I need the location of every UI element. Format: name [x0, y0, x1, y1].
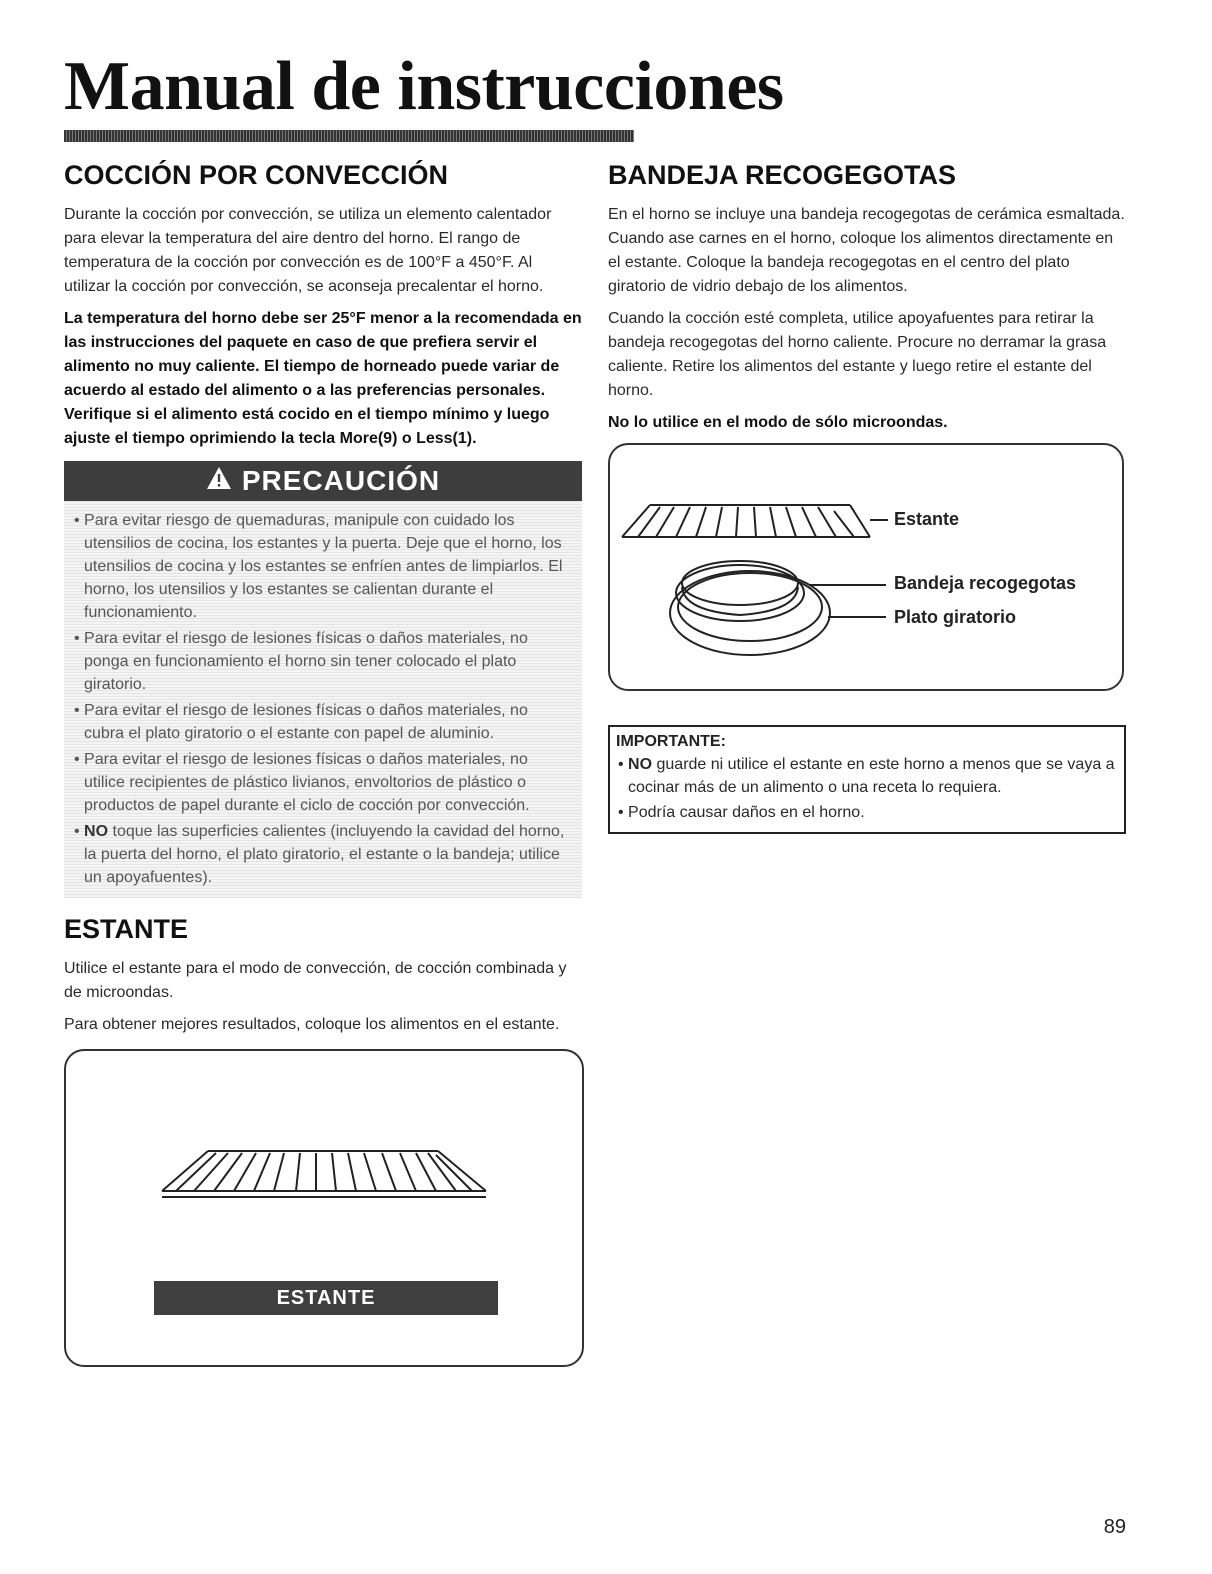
caution-body	[64, 501, 582, 898]
drip-tray-figure	[608, 443, 1124, 691]
drip-tray-paragraph-1: En el horno se incluye una bandeja recogegotas de cerámica esmaltada. Cuando ase carnes en el horno, coloque los alimentos directamente en el estante. Coloque la bandeja recogegotas en el centro del plato giratorio de vidrio debajo de los alimentos.	[608, 206, 1125, 295]
drip-tray-heading: BANDEJA RECOGEGOTAS	[608, 160, 957, 190]
caution-item: • Para evitar el riesgo de lesiones físicas o daños materiales, no ponga en funcionamiento el horno sin tener colocado el plato giratorio.	[74, 630, 528, 693]
title-underline	[64, 130, 634, 142]
caution-item: • Para evitar riesgo de quemaduras, manipule con cuidado los utensilios de cocina, los estantes y la puerta. Deje que el horno, los utensilios de cocina y los estantes se enfríen antes de limpiarlos. El horno, los utensilios y los estantes se calientan durante el funcionamiento.	[74, 512, 563, 621]
right-column	[608, 160, 1128, 834]
rack-paragraph-2: Para obtener mejores resultados, coloque los alimentos en el estante.	[64, 1016, 560, 1033]
caution-item: • Para evitar el riesgo de lesiones físicas o daños materiales, no utilice recipientes de plástico livianos, envoltorios de plástico o productos de papel durante el ciclo de cocción por convección.	[74, 751, 530, 814]
important-item: • Podría causar daños en el horno.	[618, 804, 865, 821]
rack-illustration	[66, 1051, 582, 1271]
caution-item: • NO toque las superficies calientes (incluyendo la cavidad del horno, la puerta del horno, el plato giratorio, el estante o la bandeja; utilice un apoyafuentes).	[74, 823, 565, 886]
warning-icon	[206, 466, 232, 497]
convection-heading: COCCIÓN POR CONVECCIÓN	[64, 160, 449, 190]
convection-bold-paragraph: La temperatura del horno debe ser 25°F menor a la recomendada en las instrucciones del paquete en caso de que prefiera servir el alimento no muy caliente. El tiempo de horneado puede variar de acuerdo al estado del alimento o a las preferencias personales. Verifique si el alimento está cocido en el tiempo mínimo y luego ajuste el tiempo oprimiendo la tecla More(9) o Less(1).	[64, 310, 582, 447]
caution-box	[64, 461, 582, 898]
important-item: • NO guarde ni utilice el estante en este horno a menos que se vaya a cocinar más de un alimento o una receta lo requiera.	[618, 756, 1115, 796]
drip-tray-paragraph-2: Cuando la cocción esté completa, utilice apoyafuentes para retirar la bandeja recogegotas del horno caliente. Procure no derramar la grasa caliente. Retire los alimentos del estante y luego retire el estante del horno.	[608, 310, 1107, 399]
rack-figure-label: ESTANTE	[154, 1281, 498, 1315]
caution-item: • Para evitar el riesgo de lesiones físicas o daños materiales, no cubra el plato giratorio o el estante con papel de aluminio.	[74, 702, 528, 742]
caution-header	[64, 461, 582, 501]
drip-tray-note: No lo utilice en el modo de sólo microondas.	[608, 414, 948, 431]
important-heading: IMPORTANTE:	[616, 733, 726, 750]
page-number: 89	[1103, 1516, 1126, 1538]
callout-turntable: Plato giratorio	[894, 607, 1017, 627]
left-column	[64, 160, 582, 1367]
convection-paragraph: Durante la cocción por convección, se utiliza un elemento calentador para elevar la temperatura del aire dentro del horno. El rango de temperatura de la cocción por convección es de 100°F a 450°F. Al utilizar la cocción por convección, se aconseja precalentar el horno.	[64, 206, 552, 295]
rack-paragraph-1: Utilice el estante para el modo de convección, de cocción combinada y de microondas.	[64, 960, 567, 1001]
callout-drip-tray: Bandeja recogegotas	[894, 573, 1077, 593]
rack-heading: ESTANTE	[64, 914, 189, 944]
important-box	[608, 725, 1126, 834]
drip-tray-illustration	[610, 445, 1122, 685]
page-title: Manual de instrucciones	[64, 48, 784, 125]
caution-heading: PRECAUCIÓN	[241, 465, 441, 496]
rack-figure	[64, 1049, 584, 1367]
callout-rack: Estante	[894, 509, 960, 529]
